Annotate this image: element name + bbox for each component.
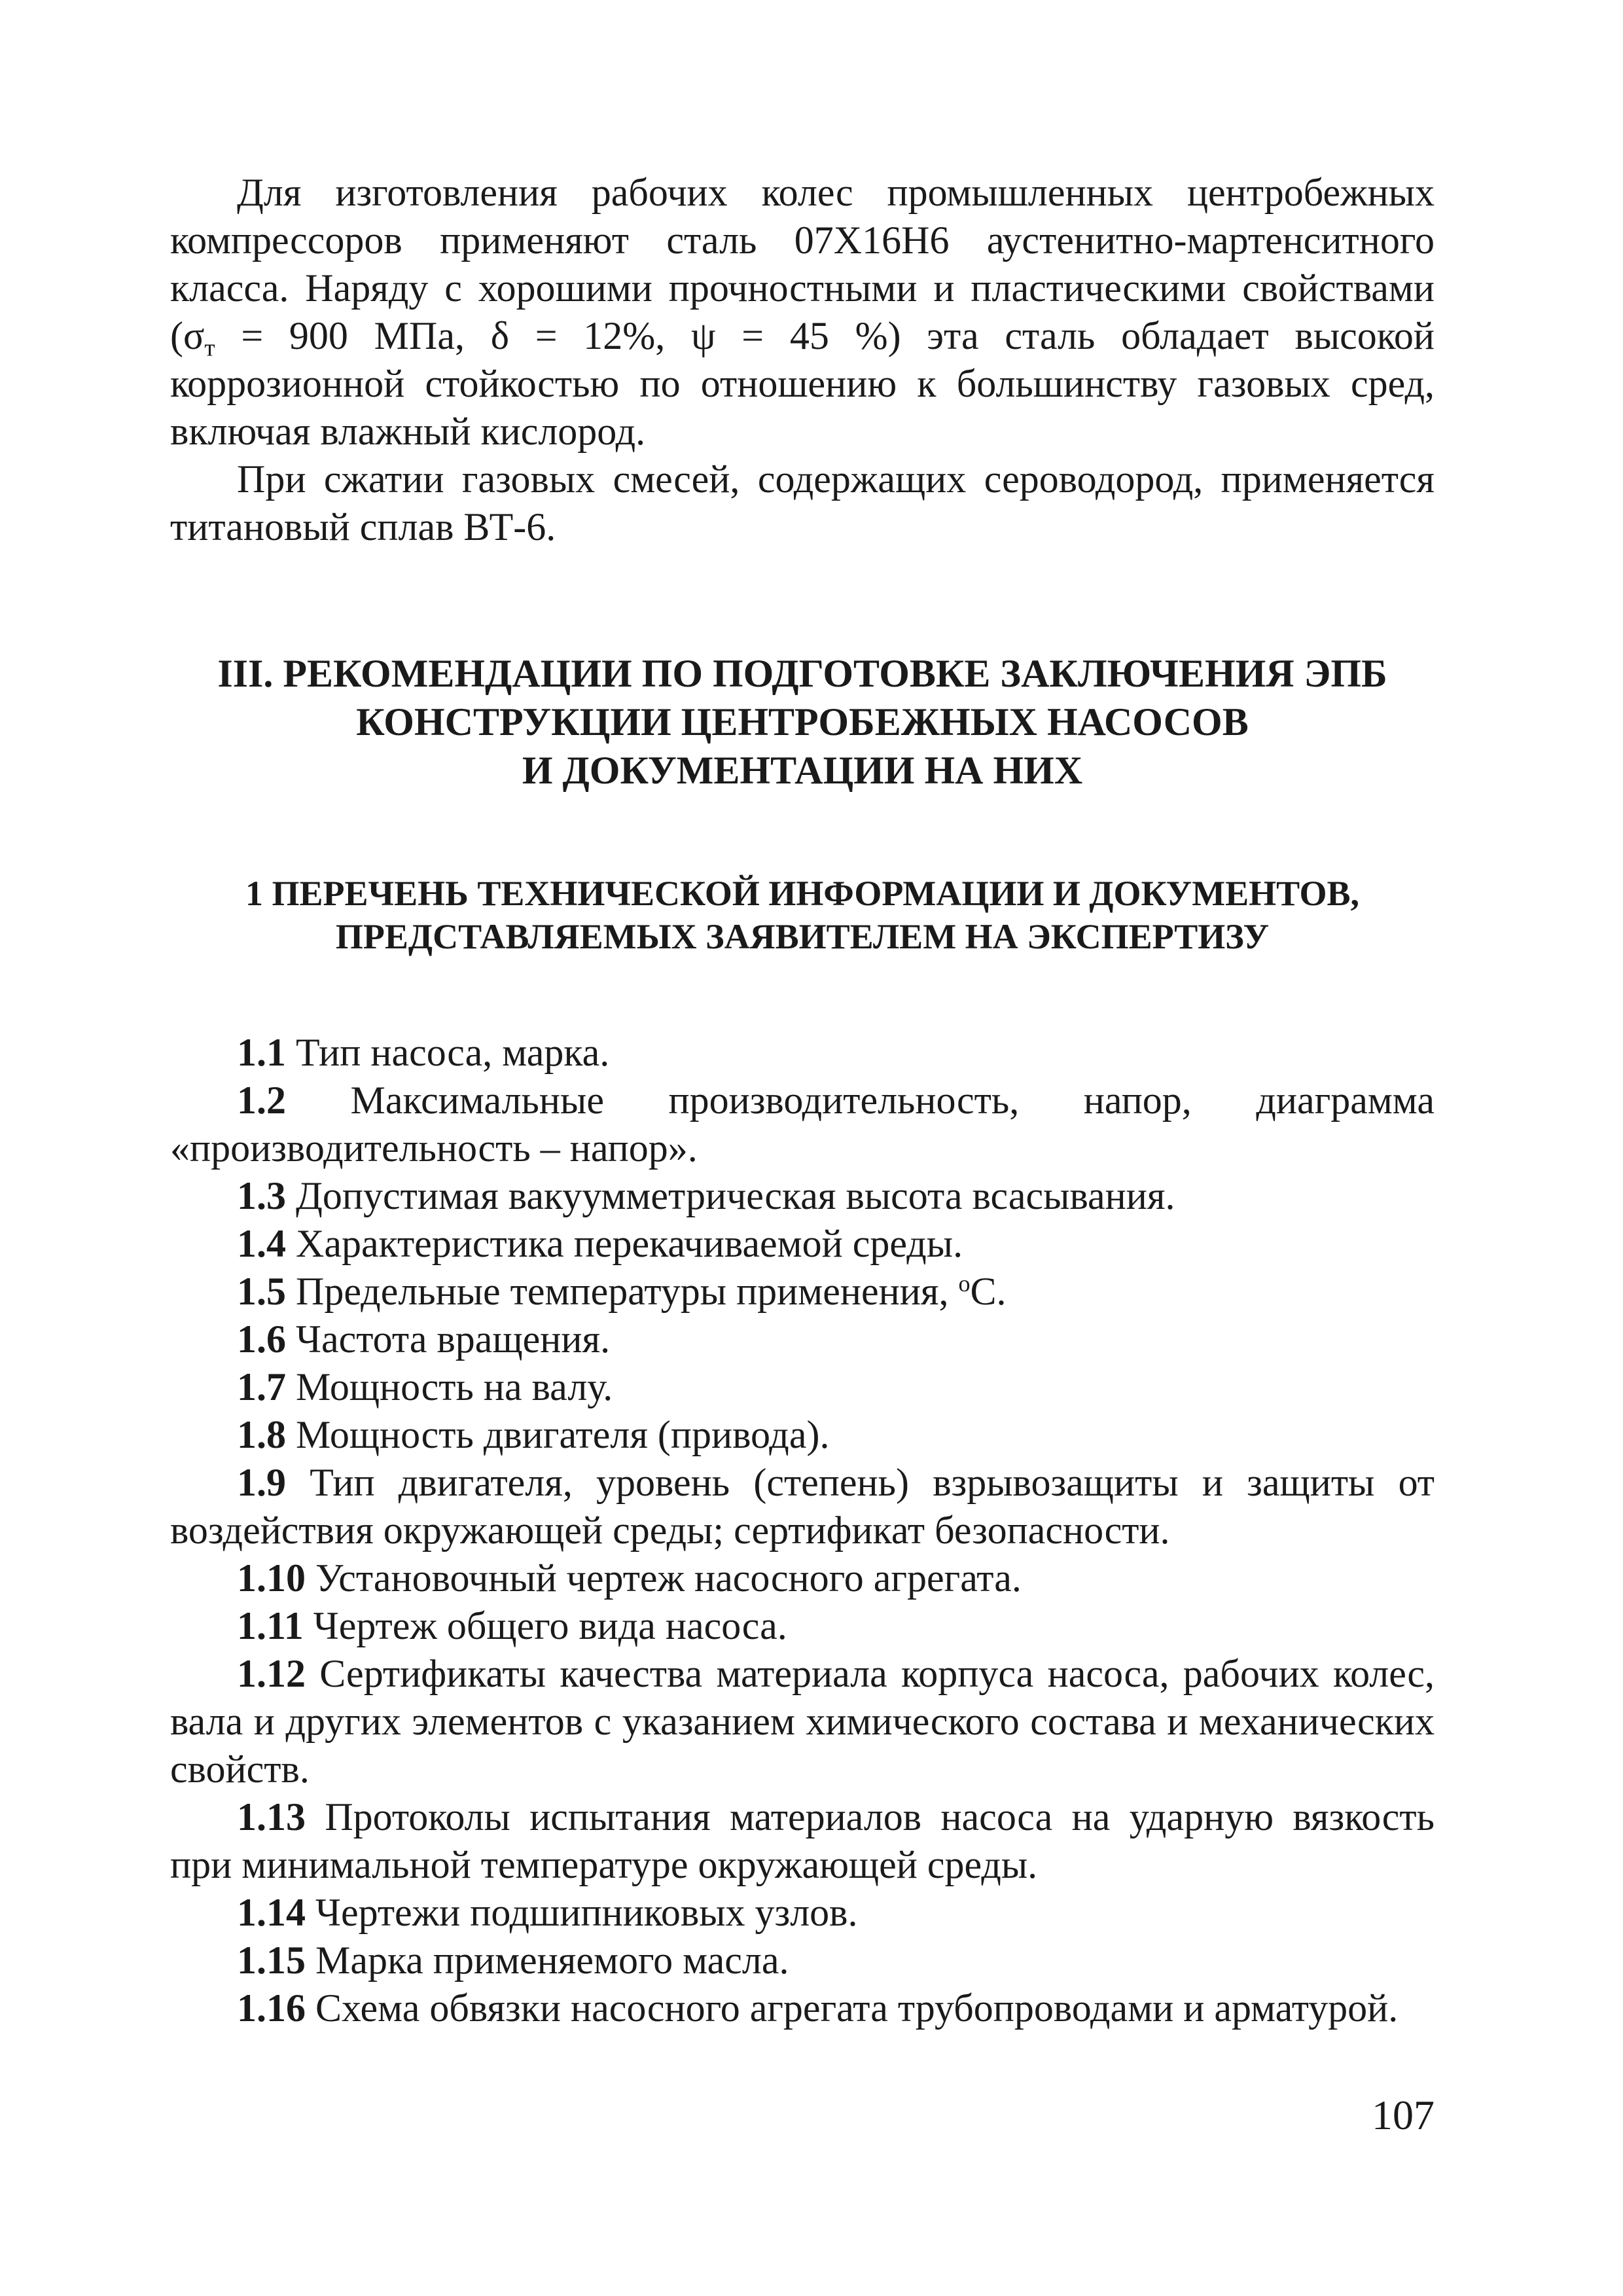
section-title-line: И ДОКУМЕНТАЦИИ НА НИХ [522, 749, 1083, 792]
list-item: 1.5 Предельные температуры применения, $^о$С. [237, 1270, 1007, 1313]
subsection-title-line: 1 ПЕРЕЧЕНЬ ТЕХНИЧЕСКОЙ ИНФОРМАЦИИ И ДОКУМЕНТОВ, [245, 874, 1360, 913]
list-item: 1.16 Схема обвязки насосного агрегата трубопроводами и арматурой. [237, 1986, 1399, 2030]
section-title [170, 649, 1435, 795]
list-item: 1.2 Максимальные производительность, напор, диаграмма «производительность – напор». [170, 1079, 1435, 1170]
list-item: 1.1 Тип насоса, марка. [237, 1031, 610, 1074]
list-item: 1.14 Чертежи подшипниковых узлов. [237, 1891, 858, 1934]
subsection-title [170, 872, 1435, 958]
subsection-title-line: ПРЕДСТАВЛЯЕМЫХ ЗАЯВИТЕЛЕМ НА ЭКСПЕРТИЗУ [335, 917, 1270, 956]
intro-text [170, 169, 1435, 551]
list-item: 1.7 Мощность на валу. [237, 1365, 613, 1408]
document-list [170, 1029, 1435, 2032]
list-item: 1.4 Характеристика перекачиваемой среды. [237, 1222, 963, 1265]
list-item: 1.15 Марка применяемого масла. [237, 1939, 789, 1982]
list-item: 1.12 Сертификаты качества материала корпуса насоса, рабочих колес, вала и других элементов с указанием химического состава и механических свойств. [170, 1652, 1435, 1791]
list-item: 1.6 Частота вращения. [237, 1318, 611, 1361]
intro-paragraph-2: При сжатии газовых смесей, содержащих сероводород, применяется титановый сплав ВТ-6. [170, 457, 1435, 548]
list-item: 1.9 Тип двигателя, уровень (степень) взрывозащиты и защиты от воздействия окружающей среды; сертификат безопасности. [170, 1461, 1435, 1552]
intro-paragraph-1: Для изготовления рабочих колес промышленных центробежных компрессоров применяют сталь 07Х16Н6 аустенитно-мартенситного класса. Наряду с хорошими прочностными и пластическими свойствами ($\sigma_т = 900$ МПа, δ = 12%, ψ = 45 %) эта сталь обладает высокой коррозионной стойкостью по отношению к большинству газовых сред, включая влажный кислород. [170, 171, 1435, 453]
section-title-line: КОНСТРУКЦИИ ЦЕНТРОБЕЖНЫХ НАСОСОВ [356, 700, 1249, 744]
list-item: 1.3 Допустимая вакуумметрическая высота всасывания. [237, 1174, 1175, 1217]
list-item: 1.13 Протоколы испытания материалов насоса на ударную вязкость при минимальной температуре окружающей среды. [170, 1795, 1435, 1886]
section-title-line: III. РЕКОМЕНДАЦИИ ПО ПОДГОТОВКЕ ЗАКЛЮЧЕНИЯ ЭПБ [217, 652, 1387, 695]
list-item: 1.11 Чертеж общего вида насоса. [237, 1604, 787, 1647]
page-number: 107 [1372, 2092, 1435, 2138]
list-item: 1.8 Мощность двигателя (привода). [237, 1413, 830, 1456]
document-page [170, 169, 1435, 2032]
list-item: 1.10 Установочный чертеж насосного агрегата. [237, 1556, 1022, 1600]
